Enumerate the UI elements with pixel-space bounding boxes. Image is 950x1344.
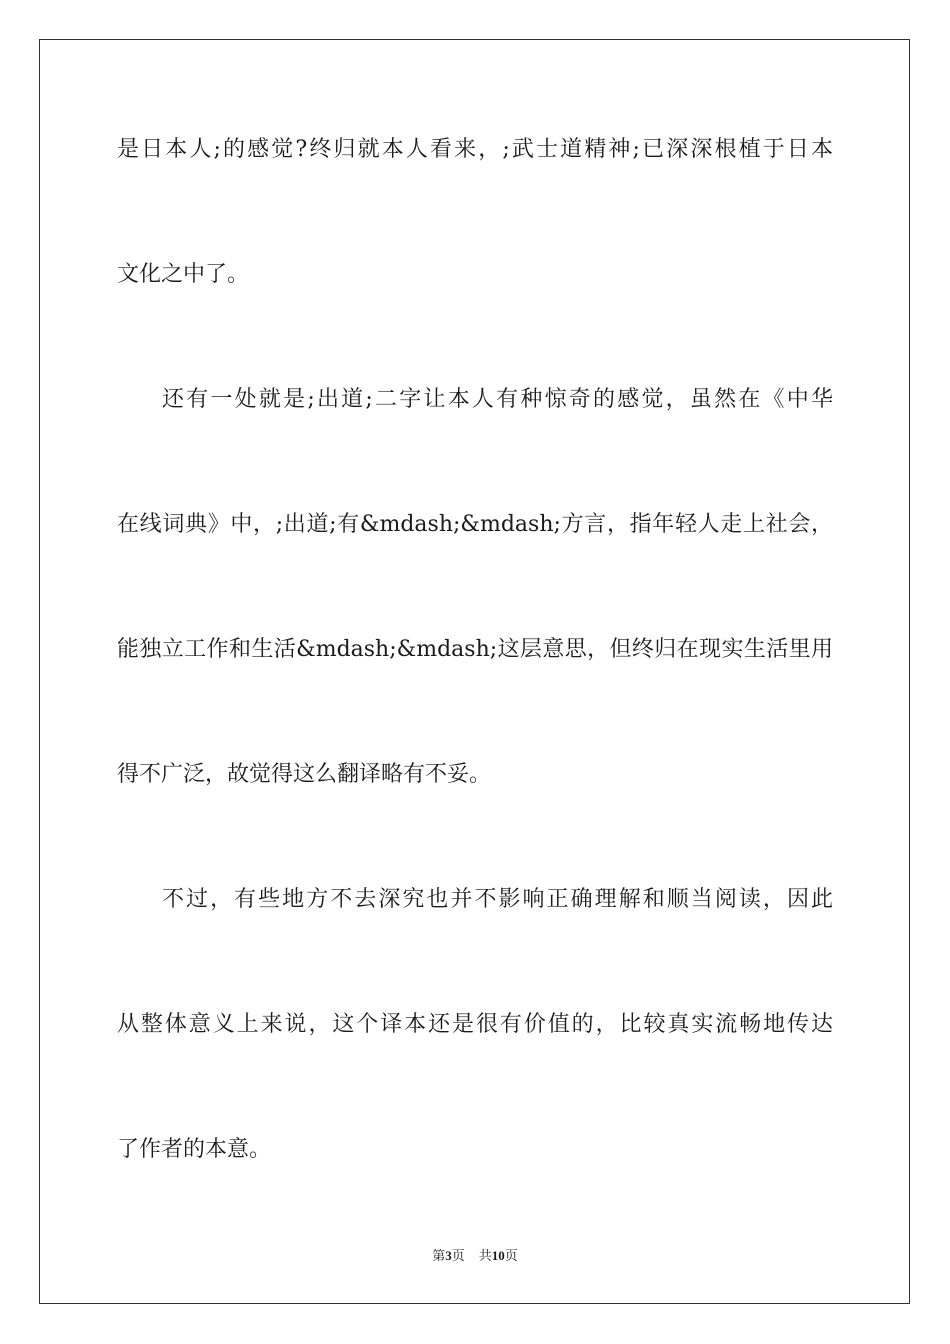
text-line: 是日本人;的感觉?终归就本人看来，;武士道精神;已深深根植于日本 — [117, 137, 833, 162]
text-line: 了作者的本意。 — [117, 1137, 272, 1162]
text-line: 从整体意义上来说，这个译本还是很有价值的，比较真实流畅地传达 — [117, 1012, 833, 1037]
total-suffix: 页 — [504, 1248, 518, 1263]
text-line: 得不广泛，故觉得这么翻译略有不妥。 — [117, 762, 492, 787]
text-line: 能独立工作和生活&mdash;&mdash;这层意思，但终归在现实生活里用 — [117, 637, 833, 662]
text-line: 文化之中了。 — [117, 262, 250, 287]
page-border — [39, 39, 910, 1304]
page-footer — [0, 1247, 950, 1265]
paragraph-first-line: 不过，有些地方不去深究也并不影响正确理解和顺当阅读，因此 — [162, 887, 833, 912]
text-line: 在线词典》中，;出道;有&mdash;&mdash;方言，指年轻人走上社会， — [117, 512, 833, 537]
page-suffix: 页 — [451, 1248, 465, 1263]
paragraph-first-line: 还有一处就是;出道;二字让本人有种惊奇的感觉，虽然在《中华 — [162, 387, 833, 412]
page-number: 3 — [445, 1248, 452, 1263]
page-prefix: 第 — [432, 1248, 446, 1263]
total-pages: 10 — [491, 1248, 505, 1263]
total-prefix: 共 — [478, 1248, 492, 1263]
